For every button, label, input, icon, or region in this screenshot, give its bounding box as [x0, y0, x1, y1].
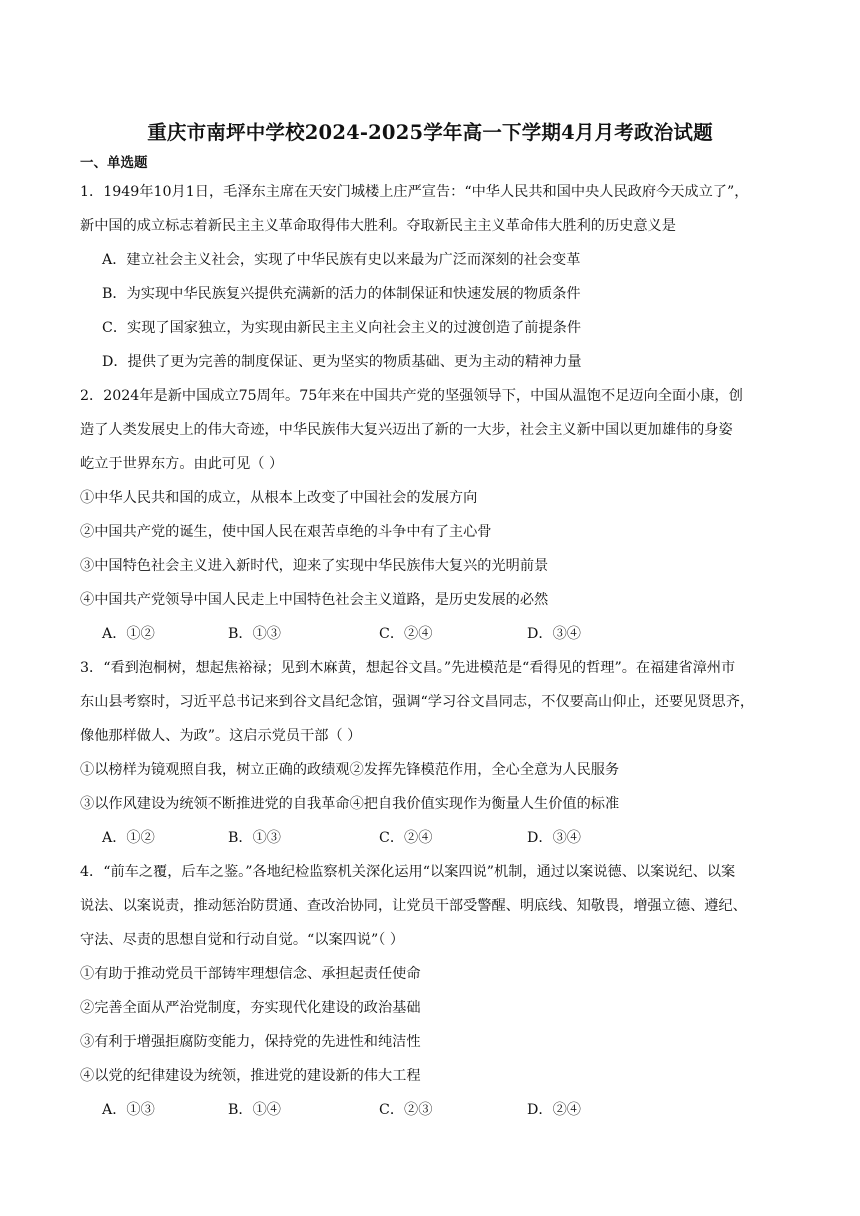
option-c: C．②④: [379, 830, 433, 846]
option-c: C．②③: [379, 1102, 433, 1118]
question-4: [80, 855, 780, 1127]
option-b: B．①③: [228, 626, 281, 642]
statement-3: ③有利于增强拒腐防变能力，保持党的先进性和纯洁性: [80, 1034, 421, 1050]
option-a: A．①②: [102, 626, 155, 642]
exam-title: 重庆市南坪中学校2024-2025学年高一下学期4月月考政治试题: [147, 121, 713, 144]
question-stem-line: 2．2024年是新中国成立75周年。75年来在中国共产党的坚强领导下，中国从温饱不足迈向全面小康，创: [80, 388, 743, 404]
question-stem-line: 守法、尽责的思想自觉和行动自觉。“以案四说”（ ）: [80, 932, 405, 948]
section-heading: 一、单选题: [80, 155, 148, 171]
choice-a: A．建立社会主义社会，实现了中华民族有史以来最为广泛而深刻的社会变革: [102, 252, 581, 268]
statement-2: ②中国共产党的诞生，使中国人民在艰苦卓绝的斗争中有了主心骨: [80, 524, 492, 540]
statement-3: ③中国特色社会主义进入新时代，迎来了实现中华民族伟大复兴的光明前景: [80, 558, 549, 574]
choice-b: B．为实现中华民族复兴提供充满新的活力的体制保证和快速发展的物质条件: [102, 286, 581, 302]
question-stem-line: 1．1949年10月1日，毛泽东主席在天安门城楼上庄严宣告：“中华人民共和国中央人民政府今天成立了”，: [80, 184, 749, 200]
option-d: D．②④: [527, 1102, 581, 1118]
statement-4: ④中国共产党领导中国人民走上中国特色社会主义道路，是历史发展的必然: [80, 592, 549, 608]
option-c: C．②④: [379, 626, 433, 642]
option-d: D．③④: [527, 830, 581, 846]
question-stem-line: 4．“前车之覆，后车之鉴。”各地纪检监察机关深化运用“以案四说”机制，通过以案说德、以案说纪、以案: [80, 864, 736, 880]
question-stem-line: 新中国的成立标志着新民主主义革命取得伟大胜利。夺取新民主主义革命伟大胜利的历史意义是: [80, 218, 676, 234]
question-list: [80, 175, 780, 1127]
statement-1: ①中华人民共和国的成立，从根本上改变了中国社会的发展方向: [80, 490, 478, 506]
option-a: A．①③: [102, 1102, 155, 1118]
option-a: A．①②: [102, 830, 155, 846]
answer-options: [80, 617, 780, 651]
question-stem-line: 3．“看到泡桐树，想起焦裕禄；见到木麻黄，想起谷文昌。”先进模范是“看得见的哲理”。在福建省漳州市: [80, 660, 736, 676]
statement-2: ②完善全面从严治党制度，夯实现代化建设的政治基础: [80, 1000, 421, 1016]
question-3: [80, 651, 780, 855]
choice-d: D．提供了更为完善的制度保证、更为坚实的物质基础、更为主动的精神力量: [102, 354, 582, 370]
statement-1: ①有助于推动党员干部铸牢理想信念、承担起责任使命: [80, 966, 421, 982]
question-stem-line: 东山县考察时，习近平总书记来到谷文昌纪念馆，强调“学习谷文昌同志，不仅要高山仰止，还要见贤思齐，: [80, 694, 755, 710]
statement-3-4: ③以作风建设为统领不断推进党的自我革命④把自我价值实现作为衡量人生价值的标准: [80, 796, 620, 812]
option-b: B．①③: [228, 830, 281, 846]
question-stem-line: 像他那样做人、为政”。这启示党员干部（ ）: [80, 728, 362, 744]
choice-c: C．实现了国家独立，为实现由新民主主义向社会主义的过渡创造了前提条件: [102, 320, 582, 336]
option-b: B．①④: [228, 1102, 281, 1118]
answer-options: [80, 821, 780, 855]
answer-options: [80, 1093, 780, 1127]
question-stem-line: 说法、以案说责，推动惩治防贯通、查改治协同，让党员干部受警醒、明底线、知敬畏，增强立德、遵纪、: [80, 898, 747, 914]
statement-4: ④以党的纪律建设为统领，推进党的建设新的伟大工程: [80, 1068, 421, 1084]
statement-1-2: ①以榜样为镜观照自我，树立正确的政绩观②发挥先锋模范作用，全心全意为人民服务: [80, 762, 620, 778]
question-1: [80, 175, 780, 379]
option-d: D．③④: [527, 626, 581, 642]
question-2: [80, 379, 780, 651]
question-stem-line: 屹立于世界东方。由此可见（ ）: [80, 456, 284, 472]
question-stem-line: 造了人类发展史上的伟大奇迹，中华民族伟大复兴迈出了新的一大步，社会主义新中国以更加雄伟的身姿: [80, 422, 733, 438]
